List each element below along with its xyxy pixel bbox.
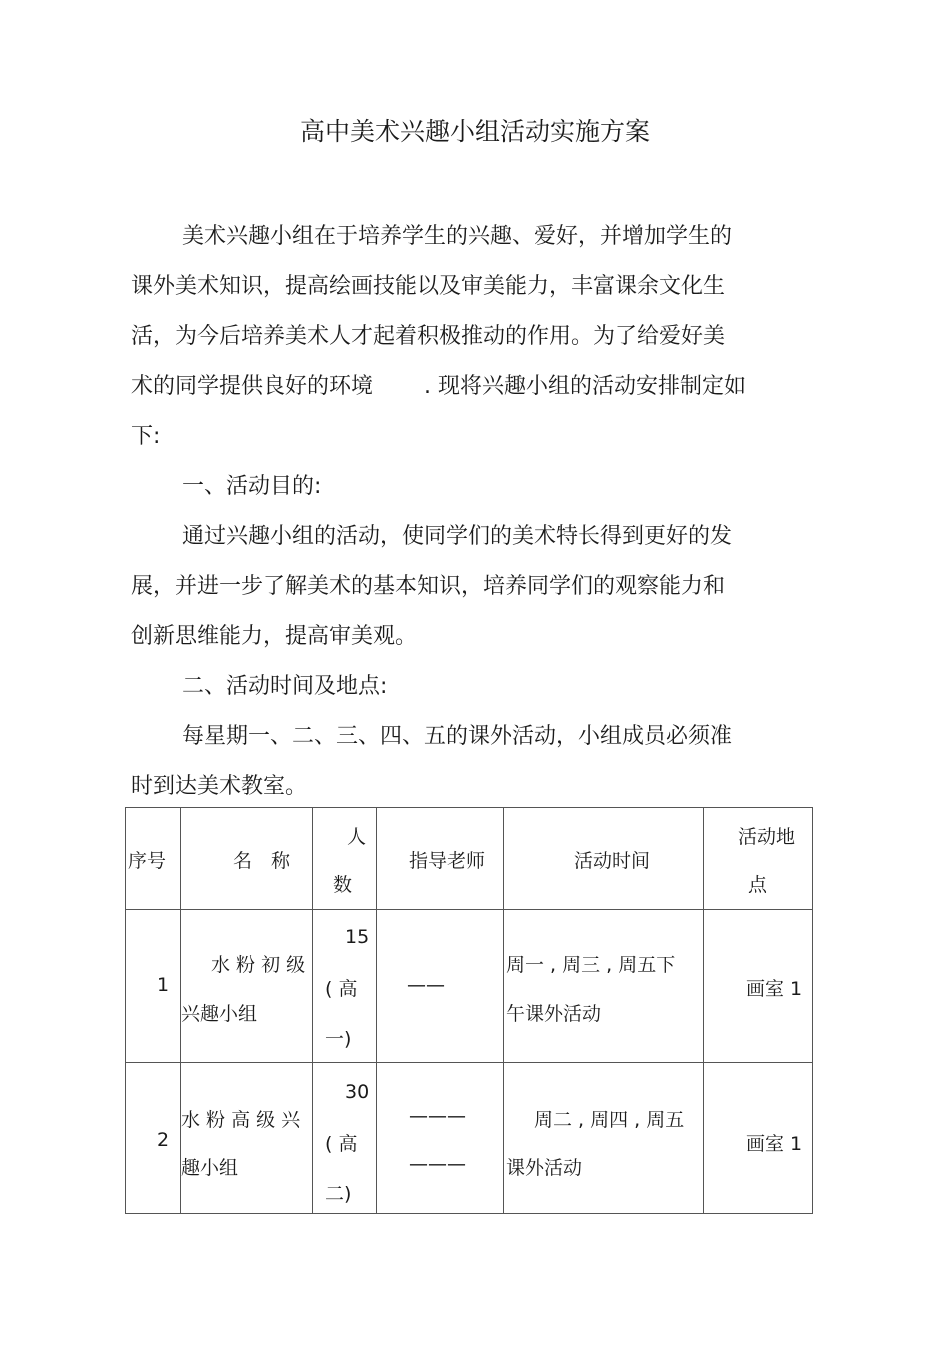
- table-header-row: [126, 808, 813, 910]
- section-line: 每星期一、二、三、四、五的课外活动，小组成员必须准: [182, 724, 733, 749]
- cell-count: 30 ( 高 二): [313, 1063, 377, 1214]
- intro-line: 课外美术知识，提高绘画技能以及审美能力，丰富课余文化生: [131, 274, 726, 299]
- header-cell-time: 活动时间: [504, 808, 704, 910]
- intro-line: 下:: [131, 424, 161, 449]
- cell-name: 水 粉 高 级 兴 趣小组: [181, 1063, 313, 1214]
- cell-name: 水 粉 初 级 兴趣小组: [181, 910, 313, 1063]
- intro-line: . 现将兴趣小组的活动安排制定如: [424, 374, 746, 399]
- section-line: 创新思维能力，提高审美观。: [131, 624, 418, 649]
- header-cell-place: 活动地 点: [704, 808, 813, 910]
- header-cell-count: 人 数: [313, 808, 377, 910]
- cell-seq: 2: [126, 1063, 181, 1214]
- section-heading: 二、活动时间及地点:: [182, 674, 388, 699]
- section-line: 通过兴趣小组的活动，使同学们的美术特长得到更好的发: [182, 524, 733, 549]
- table-row: [126, 1063, 813, 1214]
- table-row: [126, 910, 813, 1063]
- intro-line: 美术兴趣小组在于培养学生的兴趣、爱好，并增加学生的: [182, 224, 733, 249]
- schedule-table: [125, 807, 813, 1214]
- section-line: 展，并进一步了解美术的基本知识，培养同学们的观察能力和: [131, 574, 726, 599]
- cell-teacher: ——: [377, 910, 504, 1063]
- header-cell-seq: 序号: [126, 808, 181, 910]
- section-heading: 一、活动目的:: [182, 474, 322, 499]
- cell-time: 周二 , 周四 , 周五 课外活动: [504, 1063, 704, 1214]
- cell-time: 周一 , 周三 , 周五下 午课外活动: [504, 910, 704, 1063]
- cell-count: 15 ( 高 一): [313, 910, 377, 1063]
- cell-place: 画室 1: [704, 910, 813, 1063]
- intro-line: 活，为今后培养美术人才起着积极推动的作用。为了给爱好美: [131, 324, 726, 349]
- cell-place: 画室 1: [704, 1063, 813, 1214]
- cell-teacher: ——— ———: [377, 1063, 504, 1214]
- cell-seq: 1: [126, 910, 181, 1063]
- header-cell-teacher: 指导老师: [377, 808, 504, 910]
- document-title: 高中美术兴趣小组活动实施方案: [299, 117, 650, 146]
- header-cell-name: 名 称: [181, 808, 313, 910]
- section-line: 时到达美术教室。: [131, 774, 308, 799]
- intro-line: 术的同学提供良好的环境: [131, 374, 374, 399]
